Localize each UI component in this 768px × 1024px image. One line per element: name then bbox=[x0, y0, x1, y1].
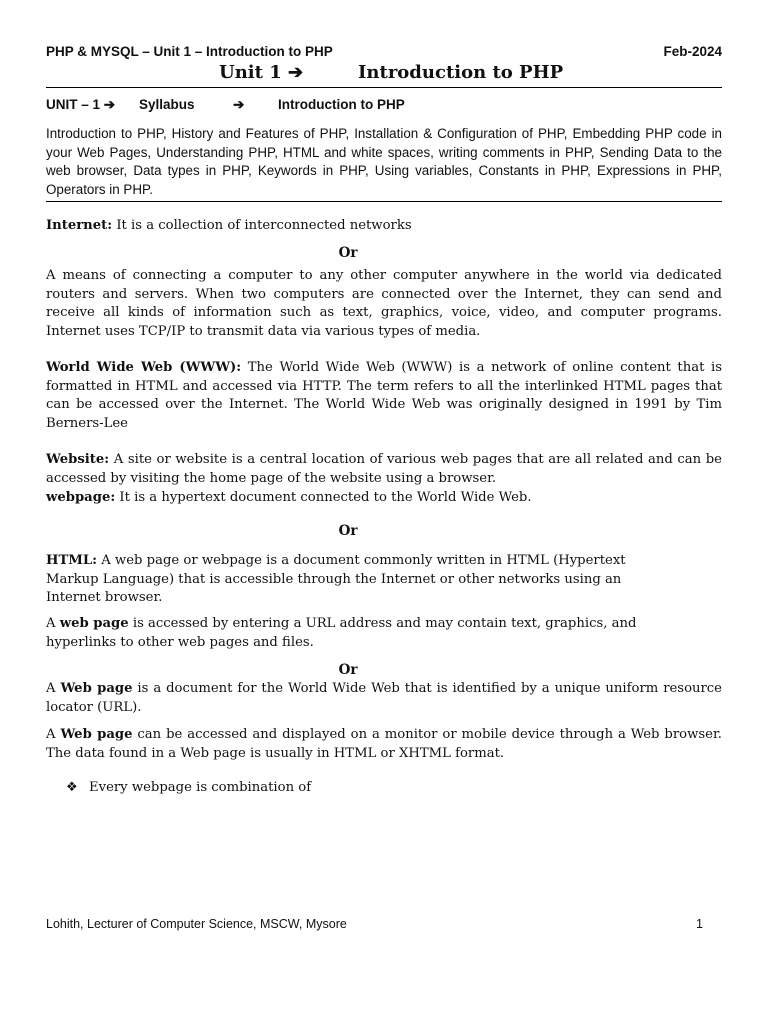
webpage-definition bbox=[46, 489, 722, 508]
internet-text: It is a collection of interconnected networks bbox=[112, 218, 412, 233]
bullet-text: Every webpage is combination of bbox=[89, 780, 312, 795]
html-definition bbox=[46, 552, 646, 608]
or-separator: Or bbox=[338, 245, 358, 261]
footer-author: Lohith, Lecturer of Computer Science, MSCW, Mysore bbox=[46, 917, 347, 931]
internet-definition bbox=[46, 217, 722, 236]
webpage-display-paragraph bbox=[46, 726, 722, 763]
page-number: 1 bbox=[696, 917, 703, 931]
webpage-access-pre: A bbox=[46, 616, 60, 631]
website-definition bbox=[46, 451, 722, 488]
webpage-text: It is a hypertext document connected to the World Wide Web. bbox=[115, 490, 532, 505]
arrow-icon: ➔ bbox=[233, 97, 245, 112]
webpage-term: webpage: bbox=[46, 490, 116, 505]
website-text: A site or website is a central location of various web pages that are all related and can be accessed by visiting the home page of the website using a browser. bbox=[46, 452, 722, 486]
header-date: Feb-2024 bbox=[663, 44, 722, 59]
webpage-doc-paragraph bbox=[46, 680, 722, 717]
webpage-display-text: can be accessed and displayed on a monitor or mobile device through a Web browser. The data found in a Web page is usually in HTML or XHTML format. bbox=[46, 727, 723, 761]
running-header: PHP & MYSQL – Unit 1 – Introduction to PHP bbox=[46, 44, 333, 59]
syllabus-label: Syllabus bbox=[139, 97, 195, 112]
diamond-bullet-icon: ❖ bbox=[66, 780, 78, 795]
html-term: HTML: bbox=[46, 553, 98, 568]
syllabus-rule bbox=[46, 201, 722, 202]
syllabus-topic: Introduction to PHP bbox=[278, 97, 405, 112]
or-separator: Or bbox=[338, 662, 358, 678]
unit-label: Unit 1 ➔ bbox=[219, 62, 304, 83]
webpage-doc-text: is a document for the World Wide Web that is identified by a unique uniform resource locator (URL). bbox=[46, 681, 722, 715]
syllabus-content: Introduction to PHP, History and Features of PHP, Installation & Configuration of PHP, Embedding PHP code in your Web Pages, Understanding PHP, HTML and white spaces, writing comments in PHP, Sending Data to the web browser, Data types in PHP, Keywords in PHP, Using variables, Constants in PHP, Expressions in PHP, Operators in PHP. bbox=[46, 126, 722, 197]
or-separator: Or bbox=[338, 523, 358, 539]
webpage-display-pre: A bbox=[46, 727, 61, 742]
webpage-display-term: Web page bbox=[60, 727, 133, 742]
internet-term: Internet: bbox=[46, 218, 113, 233]
webpage-access-paragraph bbox=[46, 615, 656, 652]
webpage-access-term: web page bbox=[59, 616, 129, 631]
www-term: World Wide Web (WWW): bbox=[46, 360, 242, 375]
webpage-access-text: is accessed by entering a URL address and may contain text, graphics, and hyperlinks to other web pages and files. bbox=[46, 616, 637, 650]
www-text: The World Wide Web (WWW) is a network of online content that is formatted in HTML and accessed via HTTP. The term refers to all the interlinked HTML pages that can be accessed over the Internet. The World Wide Web was originally designed in 1991 by Tim Berners-Lee bbox=[46, 360, 722, 431]
html-text: A web page or webpage is a document commonly written in HTML (Hypertext Markup Language) that is accessible through the Internet or other networks using an Internet browser. bbox=[46, 553, 626, 605]
syllabus-unit-label: UNIT – 1 ➔ bbox=[46, 97, 116, 112]
website-term: Website: bbox=[46, 452, 110, 467]
www-definition bbox=[46, 359, 722, 433]
webpage-doc-term: Web page bbox=[60, 681, 133, 696]
page-title: Introduction to PHP bbox=[358, 62, 564, 83]
webpage-doc-pre: A bbox=[46, 681, 61, 696]
internet-alt-definition: A means of connecting a computer to any other computer anywhere in the world via dedicated routers and servers. When two computers are connected over the Internet, they can send and receive all kinds of information such as text, graphics, voice, video, and computer programs. Internet uses TCP/IP to transmit data via various types of media. bbox=[46, 268, 722, 339]
title-rule bbox=[46, 87, 722, 88]
